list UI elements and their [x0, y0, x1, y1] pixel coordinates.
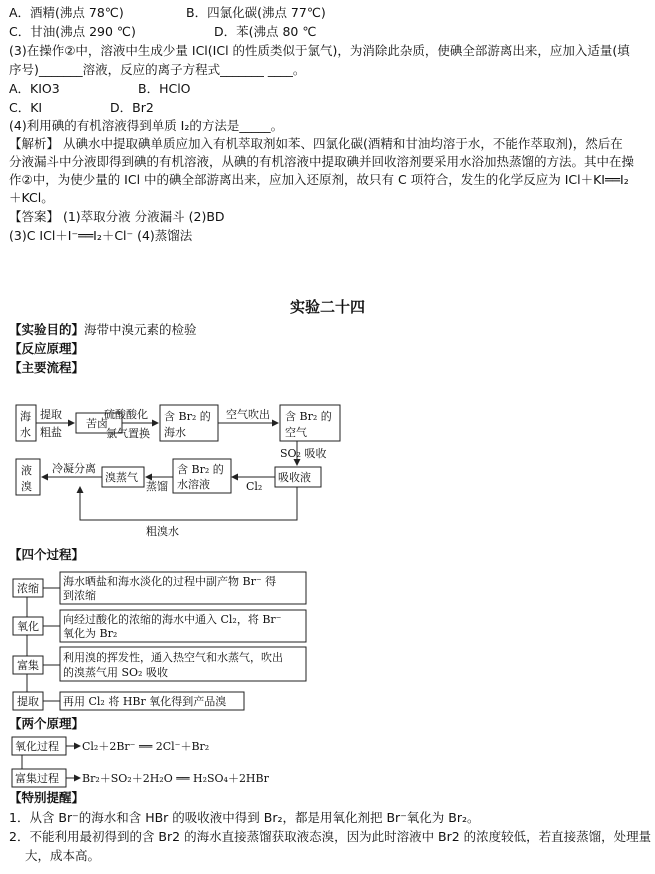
analysis-line2: 分液漏斗中分液即得到碘的有机溶液，从碘的有机溶液中提取碘并回收溶剂要采用水浴加热蒸馏的方法。其中在操	[9, 154, 635, 169]
process-key-1-label: 浓缩	[17, 582, 39, 595]
option-c: C．甘油(沸点 290 ℃)	[9, 24, 136, 39]
principle-key-1-label: 氧化过程	[15, 740, 59, 753]
note-2-line2: 大，成本高。	[25, 848, 101, 863]
process-desc-2-line2: 氧化为 Br₂	[63, 627, 118, 640]
node-br2-solution-label-2: 水溶液	[177, 478, 210, 491]
q3-option-c: C．KI	[9, 100, 43, 115]
process-desc-1-line1: 海水晒盐和海水淡化的过程中副产物 Br⁻ 得	[63, 575, 277, 588]
note-2-line1: 2．不能利用最初得到的含 Br2 的海水直接蒸馏获取液态溴，因为此时溶液中 Br2 的浓度较低，若直接蒸馏，处理量	[9, 829, 652, 844]
process-key-3-label: 富集	[17, 659, 39, 672]
node-bittern-label: 苦卤	[86, 417, 108, 430]
node-br2-seawater-label-1: 含 Br₂ 的	[164, 410, 211, 423]
edge-acidify-label-2: 氯气置换	[106, 427, 150, 440]
edge-condense-label: 冷凝分离	[52, 462, 96, 475]
option-b: B．四氯化碳(沸点 77℃)	[186, 5, 326, 20]
experiment-title: 实验二十四	[289, 298, 365, 316]
node-liquid-br-label-2: 溴	[21, 480, 32, 493]
note-1: 1．从含 Br⁻的海水和含 HBr 的吸收液中得到 Br₂，都是用氧化剂把 Br⁻氧化为 Br₂。	[9, 810, 480, 825]
edge-so2-label: SO₂ 吸收	[280, 447, 327, 460]
process-desc-4-line: 再用 Cl₂ 将 HBr 氧化得到产品溴	[63, 695, 227, 708]
edge-cl2-label: Cl₂	[246, 480, 263, 493]
edge-extract-label-2: 粗盐	[40, 426, 62, 439]
two-principle-heading: 【两个原理】	[9, 716, 85, 731]
question-4: (4)利用碘的有机溶液得到单质 I₂的方法是_____。	[9, 118, 284, 133]
node-liquid-br-label-1: 液	[21, 464, 32, 477]
node-seawater-label-1: 海	[20, 410, 31, 423]
node-br2-air-label-2: 空气	[285, 426, 307, 439]
analysis-line4: ＋KCl。	[9, 190, 54, 205]
notes-heading: 【特别提醒】	[9, 790, 85, 805]
node-br2-solution-label-1: 含 Br₂ 的	[177, 463, 224, 476]
purpose-heading: 【实验目的】	[9, 322, 85, 337]
principle-key-2-label: 富集过程	[15, 772, 59, 785]
process-key-2-label: 氧化	[17, 620, 39, 633]
option-d: D．苯(沸点 80 ℃	[214, 24, 317, 39]
edge-acidify-label-1: 硫酸酸化	[104, 408, 148, 421]
process-key-4-label: 提取	[17, 695, 39, 708]
analysis-line3: 作②中，为使少量的 ICl 中的碘全部游离出来，应加入还原剂，故只有 C 项符合，发生的化学反应为 ICl＋KI══I₂	[9, 172, 629, 187]
edge-air-blow-label: 空气吹出	[226, 408, 270, 421]
answer-line2: (3)C ICl＋I⁻══I₂＋Cl⁻ (4)蒸馏法	[9, 228, 193, 243]
q3-option-a: A．KIO3	[9, 81, 60, 96]
principle-eq-2: Br₂＋SO₂＋2H₂O ══ H₂SO₄＋2HBr	[82, 772, 269, 785]
process-desc-2-line1: 向经过酸化的浓缩的海水中通入 Cl₂，将 Br⁻	[63, 613, 282, 626]
process-desc-3-line2: 的溴蒸气用 SO₂ 吸收	[63, 666, 168, 679]
option-a: A．酒精(沸点 78℃)	[9, 5, 124, 20]
node-seawater-label-2: 水	[20, 426, 31, 439]
purpose-text: 海带中溴元素的检验	[84, 322, 197, 337]
flow-heading: 【主要流程】	[9, 360, 85, 375]
edge-loop-label: 粗溴水	[146, 525, 179, 538]
node-absorb-label: 吸收液	[278, 471, 311, 484]
process-desc-3-line1: 利用溴的挥发性，通入热空气和水蒸气，吹出	[63, 651, 283, 664]
edge-extract-label-1: 提取	[40, 408, 62, 421]
q3-option-b: B．HClO	[138, 81, 191, 96]
question-3-line1: (3)在操作②中，溶液中生成少量 ICl(ICl 的性质类似于氯气)，为消除此杂质，使碘全部游离出来，应加入适量(填	[9, 43, 630, 58]
principle-heading: 【反应原理】	[9, 341, 85, 356]
node-br2-air-label-1: 含 Br₂ 的	[285, 410, 332, 423]
node-br2-seawater-label-2: 海水	[164, 426, 186, 439]
four-process-heading: 【四个过程】	[9, 547, 85, 562]
question-3-line2: 序号)_______溶液，反应的离子方程式_______ ____。	[9, 62, 306, 77]
answer-line1: 【答案】 (1)萃取分液 分液漏斗 (2)BD	[9, 209, 225, 224]
edge-distill-label: 蒸馏	[146, 480, 168, 493]
analysis-line1: 【解析】 从碘水中提取碘单质应加入有机萃取剂如苯、四氯化碳(酒精和甘油均溶于水，不能作萃取剂)，然后在	[9, 136, 623, 151]
process-desc-1-line2: 到浓缩	[63, 589, 96, 602]
node-br-vapor-label: 溴蒸气	[105, 471, 138, 484]
principle-eq-1: Cl₂＋2Br⁻ ══ 2Cl⁻＋Br₂	[82, 740, 210, 753]
q3-option-d: D．Br2	[110, 100, 154, 115]
